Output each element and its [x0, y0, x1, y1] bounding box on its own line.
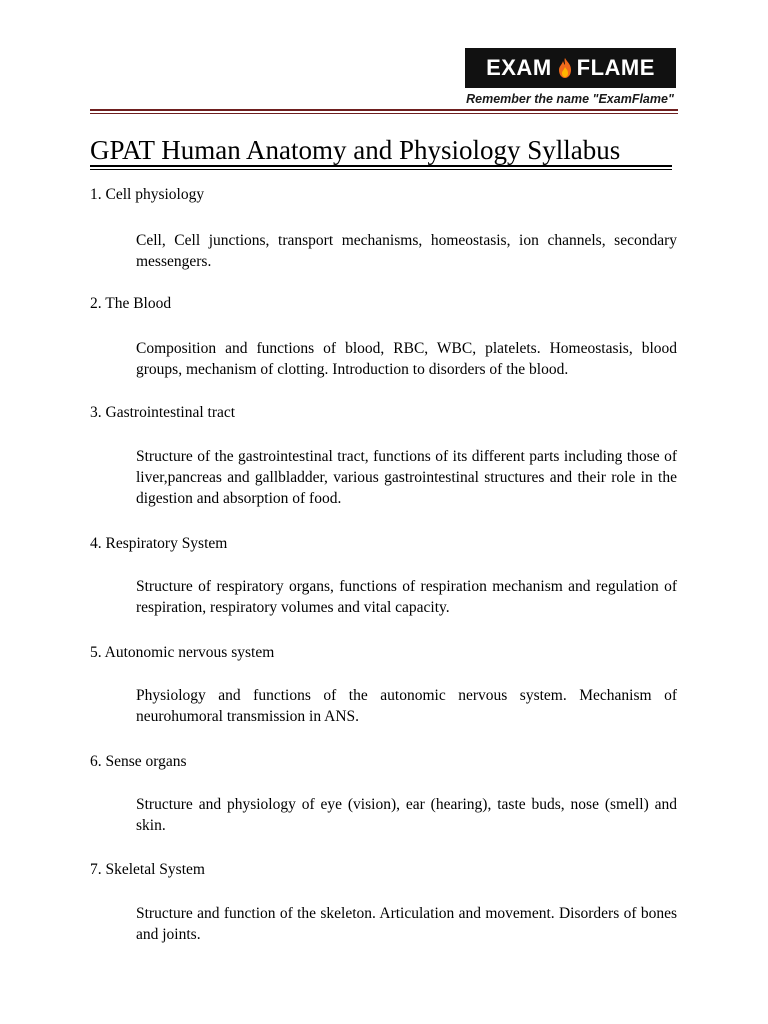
title-underline	[90, 165, 672, 167]
section-body-respiratory: Structure of respiratory organs, functions of respiration mechanism and regulation of respiration, respiratory volumes and vital capacity.	[136, 578, 677, 616]
logo-tagline: Remember the name "ExamFlame"	[466, 92, 674, 106]
section-body-autonomic: Physiology and functions of the autonomic nervous system. Mechanism of neurohumoral transmission in ANS.	[136, 687, 677, 725]
page-title: GPAT Human Anatomy and Physiology Syllabus	[90, 135, 621, 165]
section-body-gastrointestinal: Structure of the gastrointestinal tract, functions of its different parts including those of liver,pancreas and gallbladder, various gastrointestinal structures and their role in the digestion and absorption of food.	[136, 448, 677, 507]
section-body-skeletal: Structure and function of the skeleton. Articulation and movement. Disorders of bones and joints.	[136, 905, 677, 943]
title-underline-thin	[90, 169, 672, 170]
section-heading-sense-organs: 6. Sense organs	[90, 753, 187, 770]
section-body-cell-physiology: Cell, Cell junctions, transport mechanisms, homeostasis, ion channels, secondary messengers.	[136, 232, 677, 270]
section-heading-gastrointestinal: 3. Gastrointestinal tract	[90, 404, 236, 421]
section-heading-skeletal: 7. Skeletal System	[90, 861, 205, 878]
examflame-logo	[465, 48, 676, 88]
section-body-sense-organs: Structure and physiology of eye (vision), ear (hearing), taste buds, nose (smell) and skin.	[136, 796, 677, 834]
section-body-blood: Composition and functions of blood, RBC, WBC, platelets. Homeostasis, blood groups, mechanism of clotting. Introduction to disorders of the blood.	[136, 340, 677, 378]
section-heading-cell-physiology: 1. Cell physiology	[90, 186, 205, 203]
section-heading-autonomic: 5. Autonomic nervous system	[90, 644, 275, 661]
header-divider	[90, 109, 678, 111]
flame-icon	[557, 57, 573, 79]
header-divider-thin	[90, 113, 678, 114]
logo-text-exam: EXAM	[486, 55, 552, 80]
section-heading-blood: 2. The Blood	[90, 295, 172, 312]
logo-text-flame: FLAME	[576, 55, 655, 80]
section-heading-respiratory: 4. Respiratory System	[90, 535, 228, 552]
